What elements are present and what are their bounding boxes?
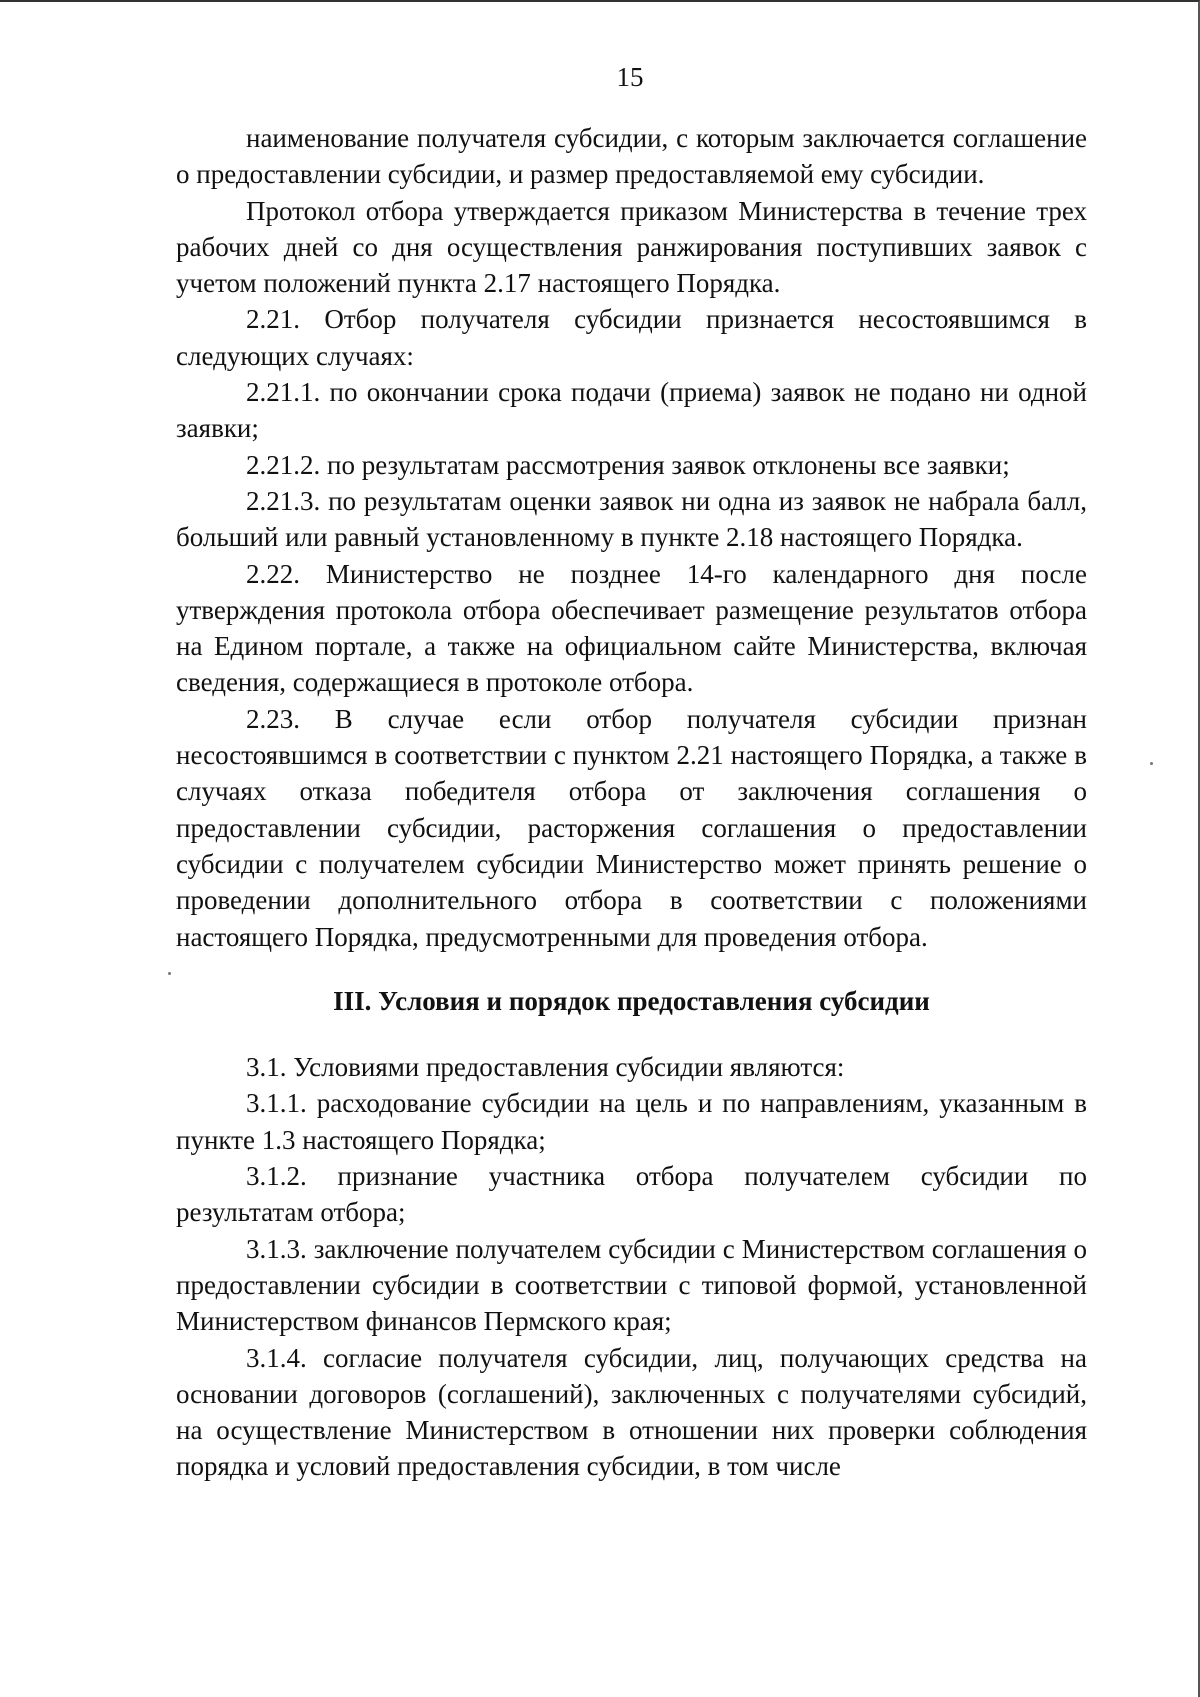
paragraph-2-21-2: 2.21.2. по результатам рассмотрения заявок отклонены все заявки; xyxy=(246,449,1010,480)
paragraph-protocol: Протокол отбора утверждается приказом Министерства в течение трех рабочих дней со дня осуществления ранжирования поступивших заявок с учетом положений пункта 2.17 настоящего Порядка. xyxy=(176,195,1087,299)
scan-speck xyxy=(168,972,171,975)
document-body xyxy=(176,120,1087,1485)
paragraph-2-23: 2.23. В случае если отбор получателя субсидии признан несостоявшимся в соответствии с пунктом 2.21 настоящего Порядка, а также в случаях отказа победителя отбора от заключения соглашения о предоставлении субсидии, расторжения соглашения о предоставлении субсидии с получателем субсидии Министерство может принять решение о проведении дополнительного отбора в соответствии с положениями настоящего Порядка, предусмотренными для проведения отбора. xyxy=(176,703,1087,952)
paragraph-3-1-2: 3.1.2. признание участника отбора получателем субсидии по результатам отбора; xyxy=(176,1161,1087,1228)
section-heading: III. Условия и порядок предоставления субсидии xyxy=(333,985,930,1016)
paragraph-continuation: наименование получателя субсидии, с которым заключается соглашение о предоставлении субсидии, и размер предоставляемой ему субсидии. xyxy=(176,123,1087,190)
paragraph-2-22: 2.22. Министерство не позднее 14-го календарного дня после утверждения протокола отбора обеспечивает размещение результатов отбора на Едином портале, а также на официальном сайте Министерства, включая сведения, содержащиеся в протоколе отбора. xyxy=(176,558,1087,698)
scan-speck xyxy=(1150,762,1153,765)
paragraph-3-1-1: 3.1.1. расходование субсидии на цель и по направлениям, указанным в пункте 1.3 настоящего Порядка; xyxy=(176,1088,1087,1155)
paragraph-3-1-4: 3.1.4. согласие получателя субсидии, лиц, получающих средства на основании договоров (соглашений), заключенных с получателями субсидий, на осуществление Министерством в отношении них проверки соблюдения порядка и условий предоставления субсидии, в том числе xyxy=(176,1342,1087,1482)
paragraph-2-21-3: 2.21.3. по результатам оценки заявок ни одна из заявок не набрала балл, больший или равный установленному в пункте 2.18 настоящего Порядка. xyxy=(176,485,1087,553)
paragraph-3-1: 3.1. Условиями предоставления субсидии являются: xyxy=(246,1052,845,1083)
paragraph-3-1-3: 3.1.3. заключение получателем субсидии с Министерством соглашения о предоставлении субсидии в соответствии с типовой формой, установленной Министерством финансов Пермского края; xyxy=(176,1233,1087,1337)
page-number: 15 xyxy=(616,62,644,92)
paragraph-2-21: 2.21. Отбор получателя субсидии признается несостоявшимся в следующих случаях: xyxy=(176,304,1087,371)
paragraph-2-21-1: 2.21.1. по окончании срока подачи (приема) заявок не подано ни одной заявки; xyxy=(176,377,1087,444)
